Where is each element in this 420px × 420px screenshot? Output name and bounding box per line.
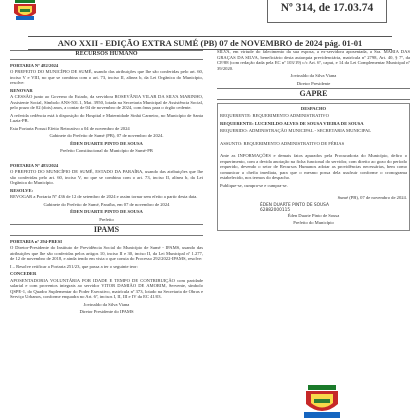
issue-number-box	[267, 0, 387, 23]
ipams-body: O Diretor-Presidente do Instituto de Previdência Social do Município de Sumé - IPAMS, usando das atribuições que lhe são conferidas pelos artigos 10, inciso II e 30, inciso II, da Lei Municipal nº 1.277, de 12 de novembro de 2018, e ainda tendo em vista o que consta do Processo 292/2022-IPAMS, resolve:	[10, 245, 203, 261]
despacho-place-date: Sumé (PB), 07 de novembro de 2024.	[337, 195, 407, 200]
despacho-title: DESPACHO	[300, 105, 327, 111]
masthead	[0, 0, 420, 26]
signature-role: Prefeito Constitucional do Município de Sumé-PB	[60, 148, 153, 153]
portaria-294-title: PORTARIA nº 294-PRESI	[10, 238, 63, 244]
section-recursos-humanos: RECURSOS HUMANO	[10, 50, 203, 60]
digital-signature	[260, 203, 407, 213]
despacho-body: Ante as INFORMAÇÕES e demais fatos apurados pela Procuradoria do Município, defiro o requerimento, com a devida anotação na ficha funcional do servidor, com direito ao gozo do período requerido, devendo o setor de Recursos Humanos adotar as providências necessárias, bem como comunicar a chefia imediata, para que o mesmo possa dela usufruir conforme o cronograma estabelecido, nos termos do despacho.	[220, 153, 407, 180]
ipams-signature-name: Jovinaldo da Silva Viana	[83, 301, 130, 307]
portaria-482-gabinete: Gabinete do Prefeito de Sumé (PB), 07 de novembro de 2024.	[49, 133, 164, 138]
top-signature-role: Diretor Presidente	[296, 80, 331, 86]
conceder-label: CONCEDER	[10, 271, 37, 276]
portaria-483-body: O PREFEITO DO MUNICÍPIO DE SUMÉ, ESTADO DA PARAÍBA, usando das atribuições que lhe são conferidas pelo art. 60, inciso V, no que se combina com o art. 73, inciso II, alínea b, da Lei Orgânica do Município.	[10, 169, 203, 185]
section-ipams: IPAMS	[10, 224, 203, 236]
despacho-line-2: REQUERENTE: LUCENILDO ALVES DE SOUSA VIEIRA DE SOUSA	[220, 120, 364, 126]
municipal-crest-logo	[12, 0, 38, 22]
despacho-box	[217, 103, 410, 231]
portaria-482-body-2: A CESSÃO junto ao Governo do Estado, da servidora ROSEVÂNIA VILAR DA SILVA MARINHO, Assistente Social, Símbolo ANS-501.1, Mat. 3950, lotada na Secretaria Municipal de Assistência Social, pelo prazo de 02 (dois) anos, a contar de 04 de novembro de 2024, com ônus para o órgão cedente.	[10, 94, 203, 110]
municipal-crest-footer-logo	[300, 385, 344, 419]
signature-name-2: ÉDEN DUARTE PINTO DE SOUSA	[70, 209, 143, 214]
left-column	[10, 49, 203, 317]
portaria-483-body-2: REVOGAR a Portaria Nº 436 de 12 de setembro de 2024 e assim tornar sem efeito a partir desta data.	[10, 194, 198, 199]
despacho-publique: Publique-se, cumpra-se e cumpra-se.	[220, 182, 288, 188]
edition-line: ANO XXII - EDIÇÃO EXTRA SUMÉ (PB) 07 de NOVEMBRO de 2024 pág. 01-01	[28, 36, 392, 50]
despacho-line-1: REQUERENTE: REQUERIMENTO ADMINISTRATIVO	[220, 113, 329, 118]
top-signature-name: Jovinaldo da Silva Viana	[290, 73, 337, 78]
ipams-body-2: APOSENTADORIA VOLUNTÁRIA POR IDADE E TEMPO DE CONTRIBUIÇÃO com paridade salarial e com proventos integrais ao servidor VITOR DAMIÃO DE AMORIM, Servente, símbolo QSPE-1, do Quadro Suplementar do Poder Executivo, matrícula nº 373, lotado na Secretaria de Obras e Serviço Urbanos, conforme enquadra no Art. 6º, incisos I, II, III e IV da EC 41/03.	[10, 277, 203, 299]
section-gapre: GAPRE	[217, 88, 410, 100]
continued-text: SILVA, em virtude do falecimento da sua esposa, a ex-servidora aposentada, a Sra. MARIA DAS GRAÇAS DA SILVA, beneficiário desta autarquia previdenciária, matrícula nº 2798, Art. 40, § 7º, da CF/88 (com redação dada pela EC nº 103/19) c/c Art. 6º, caput, e 14 da Lei Complementar Municipal nº 39/2020.	[217, 49, 410, 71]
issue-number: Nº 314, de 17.03.74	[280, 2, 374, 14]
despacho-line-3: REQUERIDO: ADMINISTRAÇÃO MUNICIPAL - SECRETARIA MUNICIPAL	[220, 128, 372, 133]
despacho-signature-name: Éden Duarte Pinto de Sousa	[287, 212, 340, 218]
despacho-signature-role: Prefeito do Município	[293, 220, 334, 225]
ipams-item: I – Resolve retificar a Portaria 251/23, que passa a ter o seguinte teor:	[10, 263, 139, 269]
portaria-482-body-4: Esta Portaria Possui Efeito Retroativo a 04 de novembro de 2024	[10, 125, 130, 131]
ipams-signature-role: Diretor Presidente do IPAMS	[79, 309, 134, 314]
portaria-483-gabinete: Gabinete do Prefeito de Sumé, Paraíba, em 07 de novembro de 2024	[43, 201, 170, 207]
digital-signature-id: 62882000115	[260, 207, 291, 213]
renovar-label: RENOVAR	[10, 87, 33, 93]
despacho-assunto: ASSUNTO: REQUERIMENTO ADMINISTRATIVO DE FÉRIAS	[220, 140, 345, 146]
signature-name: ÉDEN DUARTE PINTO DE SOUSA	[70, 140, 143, 146]
digital-signature-name: ÉDEN DUARTE PINTO DE SOUSA	[260, 202, 329, 208]
portaria-483-title: PORTARIA Nº 483/2024	[10, 162, 59, 168]
portaria-482-body: O PREFEITO DO MUNICÍPIO DE SUMÉ, usando das atribuições que lhe são conferidas pelo art. 60, inciso V e VIII, no que se combina com o art. 73, inciso II, alínea b, da Lei Orgânica do Município, resolve:	[10, 69, 203, 85]
signature-role-2: Prefeito	[99, 216, 114, 222]
right-column	[217, 49, 410, 231]
portaria-482-title: PORTARIA Nº 482/2024	[10, 62, 59, 68]
resolve-label: RESOLVE:	[10, 187, 34, 193]
portaria-482-body-3: A referida cedência está à disposição do Hospital e Maternidade Sinhá Carneiro, no Município de Santa Luzia-PB.	[10, 112, 203, 123]
